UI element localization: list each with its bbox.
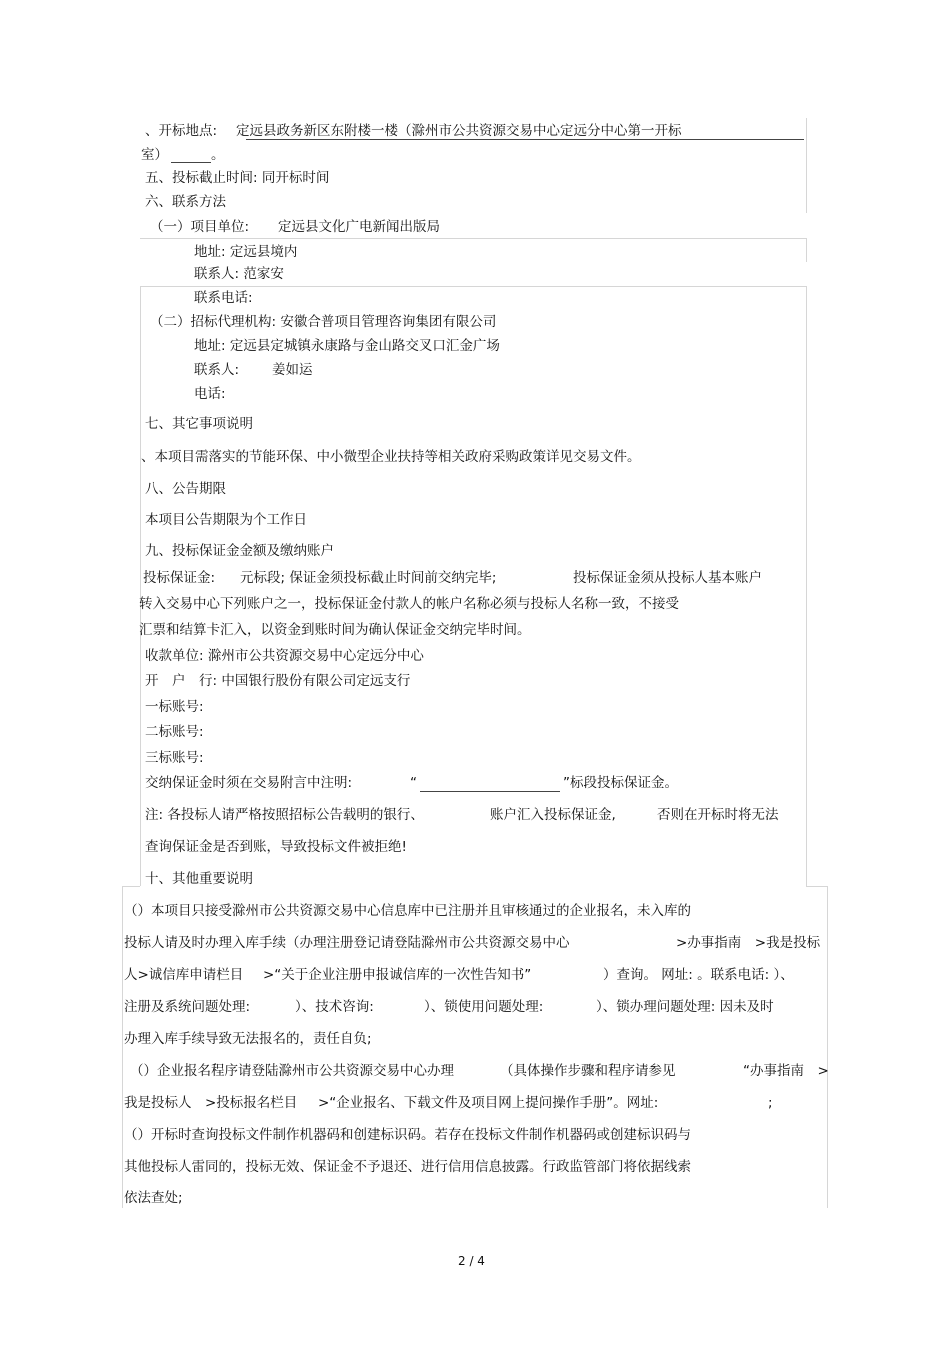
deadline-line: 五、投标截止时间: 同开标时间 [145, 170, 330, 186]
imp3-line3: 依法查处; [124, 1190, 183, 1206]
remark-label: 交纳保证金时须在交易附言中注明: [145, 775, 353, 791]
imp1-line5: 办理入库手续导致无法报名的，责任自负; [124, 1031, 372, 1047]
agency-line: （二）招标代理机构: 安徽合普项目管理咨询集团有限公司 [150, 314, 497, 330]
contact-heading: 六、联系方法 [145, 194, 226, 210]
table-border [122, 886, 123, 1208]
imp2-line1a: （）企业报名程序请登陆滁州市公共资源交易中心办理 [130, 1063, 454, 1079]
account1-line: 一标账号: [145, 699, 204, 715]
account2-line: 二标账号: [145, 724, 204, 740]
table-border [806, 238, 807, 262]
deposit-line1c: 投标保证金须从投标人基本账户 [573, 570, 762, 586]
imp1-line3a: 人>诚信库申请栏目 [124, 967, 244, 983]
imp2-line1b: （具体操作步骤和程序请参见 [500, 1063, 676, 1079]
bank-line: 开 户 行: 中国银行股份有限公司定远支行 [145, 673, 411, 689]
fill-underline [171, 162, 211, 163]
important-heading: 十、其他重要说明 [145, 871, 253, 887]
unit-phone: 联系电话: [194, 290, 253, 306]
imp2-line1c: “办事指南 > [743, 1063, 829, 1079]
account3-line: 三标账号: [145, 750, 204, 766]
remark-blank [420, 791, 560, 792]
other-heading: 七、其它事项说明 [145, 416, 253, 432]
notice-text: 本项目公告期限为个工作日 [145, 512, 307, 528]
imp2-line2a: 我是投标人 >投标报名栏目 [124, 1095, 298, 1111]
table-border [140, 286, 141, 886]
table-border [140, 286, 807, 287]
deposit-line2: 转入交易中心下列账户之一，投标保证金付款人的帐户名称必须与投标人名称一致，不接受 [139, 596, 679, 612]
imp1-line4b: ）、技术咨询: [295, 999, 374, 1015]
page-number: 2 / 4 [458, 1254, 485, 1268]
project-unit-value: 定远县文化广电新闻出版局 [278, 219, 440, 235]
opening-place-room: 室） [141, 147, 168, 163]
imp2-line2c: ; [768, 1095, 773, 1111]
notice-heading: 八、公告期限 [145, 481, 226, 497]
imp1-line4c: ）、锁使用问题处理: [424, 999, 544, 1015]
opening-place-end: 。 [211, 147, 225, 163]
other-text: 、本项目需落实的节能环保、中小微型企业扶持等相关政府采购政策详见交易文件。 [141, 449, 641, 465]
agency-phone: 电话: [194, 386, 226, 402]
note-line1a: 注: 各投标人请严格按照招标公告载明的银行、 [145, 807, 424, 823]
note-line1c: 否则在开标时将无法 [657, 807, 779, 823]
table-border [827, 886, 828, 1208]
imp1-line3b: >“关于企业注册申报诚信库的一次性告知书” [263, 967, 532, 983]
deposit-line1a: 投标保证金: [143, 570, 216, 586]
remark-suffix: ”标段投标保证金。 [563, 775, 678, 791]
deposit-line1b: 元标段; 保证金须投标截止时间前交纳完毕; [240, 570, 497, 586]
imp1-line2a: 投标人请及时办理入库手续（办理注册登记请登陆滁州市公共资源交易中心 [124, 935, 570, 951]
unit-contact: 联系人: 范家安 [194, 266, 284, 282]
remark-quote-open: “ [410, 775, 417, 791]
table-border [806, 286, 807, 886]
opening-place-prefix: 、开标地点: [145, 123, 218, 139]
imp3-line1: （）开标时查询投标文件制作机器码和创建标识码。若存在投标文件制作机器码或创建标识码与 [124, 1127, 691, 1143]
opening-place-text: 定远县政务新区东附楼一楼（滁州市公共资源交易中心定远分中心第一开标 [236, 123, 682, 139]
table-border [806, 886, 828, 887]
imp1-line4a: 注册及系统问题处理: [124, 999, 251, 1015]
table-border [140, 238, 807, 239]
unit-address: 地址: 定远县境内 [194, 244, 298, 260]
note-line2: 查询保证金是否到账，导致投标文件被拒绝! [145, 839, 407, 855]
agency-contact-label: 联系人: [194, 362, 240, 378]
imp1-line4d: ）、锁办理问题处理: 因未及时 [596, 999, 774, 1015]
agency-contact-value: 姜如运 [272, 362, 313, 378]
deposit-heading: 九、投标保证金金额及缴纳账户 [145, 543, 334, 559]
table-border [806, 118, 807, 213]
agency-address: 地址: 定远县定城镇永康路与金山路交叉口汇金广场 [194, 338, 500, 354]
payee-line: 收款单位: 滁州市公共资源交易中心定远分中心 [145, 648, 424, 664]
imp2-line2b: >“企业报名、下载文件及项目网上提问操作手册”。网址: [318, 1095, 659, 1111]
deposit-line3: 汇票和结算卡汇入，以资金到账时间为确认保证金交纳完毕时间。 [139, 622, 531, 638]
project-unit-label: （一）项目单位: [150, 219, 250, 235]
table-border [122, 886, 140, 887]
note-line1b: 账户汇入投标保证金, [490, 807, 616, 823]
imp1-line3c: ）查询。 网址: 。联系电话: ）、 [603, 967, 794, 983]
imp1-line1: （）本项目只接受滁州市公共资源交易中心信息库中已注册并且审核通过的企业报名，未入库的 [124, 903, 691, 919]
imp3-line2: 其他投标人雷同的，投标无效、保证金不予退还、进行信用信息披露。行政监管部门将依据线索 [124, 1159, 691, 1175]
imp1-line2b: >办事指南 >我是投标 [676, 935, 821, 951]
